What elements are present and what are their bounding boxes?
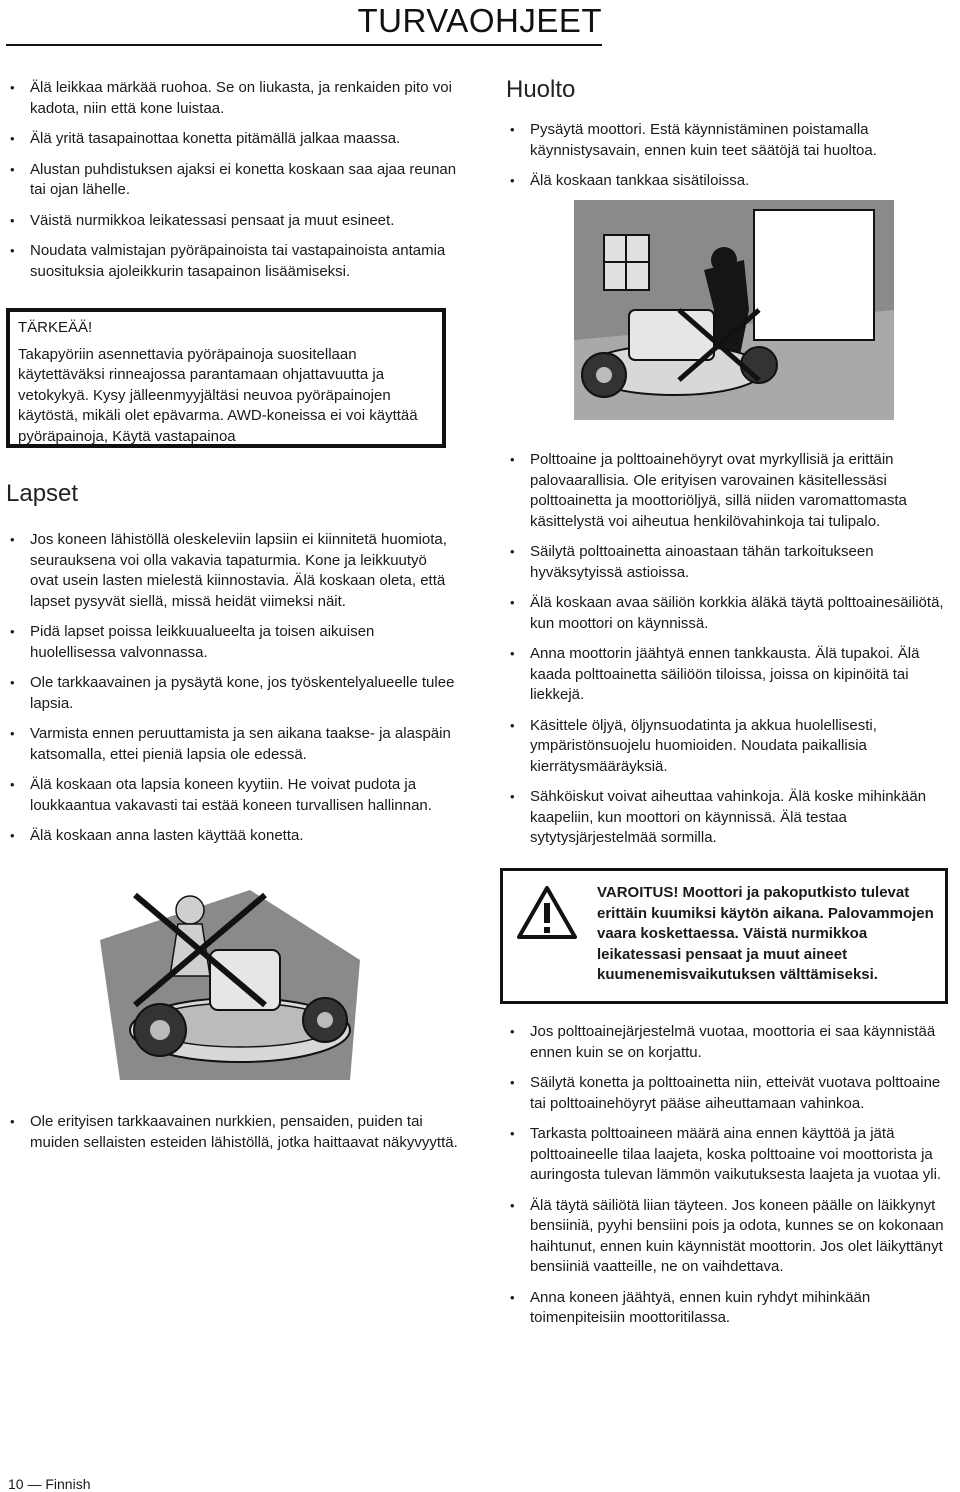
child-on-mower-illustration: [100, 880, 360, 1080]
list-item: • Säilytä konetta ja polttoainetta niin, etteivät vuotava polttoaine tai polttoainehöyryt pääse aiheuttamaan vahinkoa.: [506, 1073, 950, 1114]
children-heading: Lapset: [6, 480, 79, 507]
children-after-section: [6, 1112, 458, 1163]
list-item: • Pidä lapset poissa leikkuualueelta ja toisen aikuisen huolellisessa valvonnassa.: [6, 622, 458, 663]
list-item: • Jos koneen lähistöllä oleskeleviin lapsiin ei kiinnitetä huomiota, seurauksena voi olla vakavia tapaturmia. Kone ja leikkuutyö ovat usein lasten mielestä kiinnostavia. Älä koskaan oleta, että lapset pysyvät siellä, missä heidät viimeksi näit.: [6, 530, 458, 612]
maintenance-bullet-list: [506, 120, 950, 192]
final-bullet-list: [506, 1022, 950, 1329]
list-item: • Älä koskaan anna lasten käyttää konetta.: [6, 826, 458, 847]
list-item: • Ole tarkkaavainen ja pysäytä kone, jos työskentelyalueelle tulee lapsia.: [6, 673, 458, 714]
list-item: • Tarkasta polttoaineen määrä aina ennen käyttöä ja jätä polttoaineelle tilaa laajeta, koska polttoaine voi moottorista ja auringosta tulevan lämmön vaikutuksesta laajeta ja vuotaa yli.: [506, 1124, 950, 1186]
list-item: • Älä leikkaa märkää ruohoa. Se on liukasta, ja renkaiden pito voi kadota, niin että kone luistaa.: [6, 78, 458, 119]
warning-text: VAROITUS! Moottori ja pakoputkisto tulevat erittäin kuumiksi käytön aikana. Palovammojen vaara koskettaessa. Väistä nurmikkoa leikatessasi pensaat ja muut aineet kuumenemisvaikutuksen välttämiseksi.: [597, 884, 934, 983]
children-after-bullet-list: [6, 1112, 458, 1153]
title-rule: [6, 44, 602, 46]
indoor-refuelling-illustration: [574, 200, 894, 420]
list-item: • Polttoaine ja polttoainehöyryt ovat myrkyllisiä ja erittäin palovaarallisia. Ole erityisen varovainen käsitellessäsi polttoainetta ja moottoriöljyä, sillä niiden varomattomasta käsittelystä voi aiheutua henkilövahinkoja tai tulipalo.: [506, 450, 950, 532]
list-item: • Ole erityisen tarkkaavainen nurkkien, pensaiden, puiden tai muiden sellaisten esteiden lähistöllä, jotka haittaavat näkyvyyttä.: [6, 1112, 458, 1153]
children-bullet-list: [6, 530, 458, 847]
children-section: [6, 480, 458, 857]
maintenance-heading: Huolto: [506, 76, 576, 103]
list-item: • Anna koneen jäähtyä, ennen kuin ryhdyt mihinkään toimenpiteisiin moottoritilassa.: [506, 1288, 950, 1329]
list-item: • Älä täytä säiliötä liian täyteen. Jos koneen päälle on läikkynyt bensiiniä, pyyhi bensiini pois ja odota, kunnes se on kokonaan haihtunut, ennen kuin käynnistät moottorin. Jos olet läikyttänyt bensiiniä vaatteille, ne on vaihdettava.: [506, 1196, 950, 1278]
list-item: • Älä koskaan ota lapsia koneen kyytiin. He voivat pudota ja loukkaantua vakavasti tai estää koneen turvallisen hallinnan.: [6, 775, 458, 816]
list-item: • Anna moottorin jäähtyä ennen tankkausta. Älä tupakoi. Älä kaada polttoainetta säiliöön tiloissa, joissa on kipinöitä tai liekkejä.: [506, 644, 950, 706]
list-item: • Pysäytä moottori. Estä käynnistäminen poistamalla käynnistysavain, ennen kuin teet säätöjä tai huoltoa.: [506, 120, 950, 161]
fuel-bullet-list: [506, 450, 950, 849]
list-item: • Älä koskaan tankkaa sisätiloissa.: [506, 171, 950, 192]
list-item: • Käsittele öljyä, öljynsuodatinta ja akkua huolellisesti, ympäristönsuojelu huomioiden. Noudata paikallisia kierrätysmääräyksiä.: [506, 716, 950, 778]
left-top-section: [6, 78, 458, 292]
maintenance-section: [506, 76, 950, 202]
list-item: • Väistä nurmikkoa leikatessasi pensaat ja muut esineet.: [6, 211, 458, 232]
important-text: Takapyöriin asennettavia pyöräpainoja suositellaan käytettäväksi rinneajossa parantamaan ohjattavuutta ja vetokykyä. Kysy jälleenmyyjältäsi neuvoa pyöräpainojen käytöstä, mikäli olet epävarma. AWD-koneissa ei voi käyttää pyöräpainoja, Käytä vastapainoa: [18, 345, 418, 445]
page-title: TURVAOHJEET: [357, 2, 602, 39]
list-item: • Varmista ennen peruuttamista ja sen aikana taakse- ja alaspäin katsomalla, ettei pieniä lapsia ole edessä.: [6, 724, 458, 765]
list-item: • Jos polttoainejärjestelmä vuotaa, moottoria ei saa käynnistää ennen kuin se on korjattu.: [506, 1022, 950, 1063]
list-item: • Säilytä polttoainetta ainoastaan tähän tarkoitukseen hyväksytyissä astioissa.: [506, 542, 950, 583]
warning-triangle-icon: [517, 885, 577, 939]
important-notice-box: [6, 308, 446, 448]
final-section: [506, 1022, 950, 1339]
important-heading: TÄRKEÄÄ!: [18, 319, 93, 336]
warning-box: [500, 868, 948, 1004]
fuel-section: [506, 450, 950, 859]
list-item: • Noudata valmistajan pyöräpainoista tai vastapainoista antamia suosituksia ajoleikkurin tasapainon lisäämiseksi.: [6, 241, 458, 282]
list-item: • Alustan puhdistuksen ajaksi ei konetta koskaan saa ajaa reunan tai ojan lähelle.: [6, 160, 458, 201]
page-footer: 10 — Finnish: [8, 1476, 91, 1492]
list-item: • Älä yritä tasapainottaa konetta pitämällä jalkaa maassa.: [6, 129, 458, 150]
left-top-bullet-list: [6, 78, 458, 282]
list-item: • Sähköiskut voivat aiheuttaa vahinkoja. Älä koske mihinkään kaapeliin, kun moottori on käynnissä. Älä testaa sytytysjärjestelmää sormilla.: [506, 787, 950, 849]
list-item: • Älä koskaan avaa säiliön korkkia äläkä täytä polttoainesäiliötä, kun moottori on käynnissä.: [506, 593, 950, 634]
